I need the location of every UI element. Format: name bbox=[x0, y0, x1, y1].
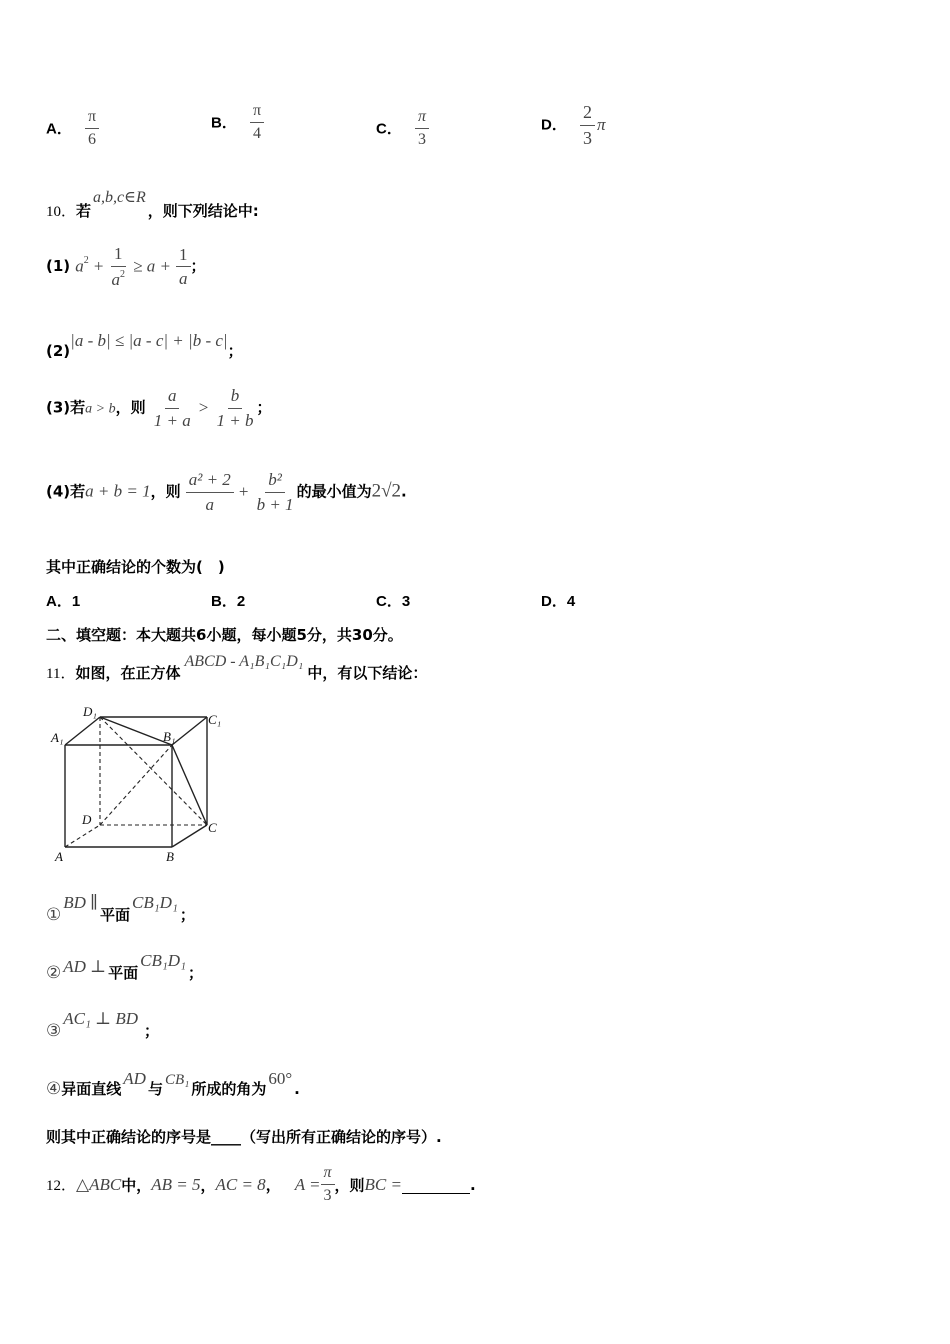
option-label: C． bbox=[376, 593, 402, 610]
q10-option-c bbox=[376, 590, 410, 611]
question-number: 11． bbox=[46, 666, 76, 682]
line-name: AD bbox=[123, 1069, 146, 1088]
math-var: a bbox=[75, 256, 84, 276]
stem-text: ，则 bbox=[334, 1176, 365, 1195]
statement-label: (1) bbox=[46, 257, 71, 276]
label-a: A bbox=[55, 849, 63, 864]
item-mark: ③ bbox=[46, 1021, 62, 1040]
punctuation: ； bbox=[188, 964, 204, 982]
punctuation: ； bbox=[256, 398, 272, 417]
q9-option-d bbox=[541, 102, 605, 148]
edge-a-d bbox=[65, 825, 100, 847]
fraction-denominator: 1 + b bbox=[216, 410, 254, 430]
q10-option-a bbox=[46, 590, 80, 611]
math-op: > bbox=[198, 398, 209, 418]
q10-statement-4 bbox=[46, 470, 407, 514]
fraction-numerator: 2 bbox=[580, 102, 595, 126]
q9-option-a bbox=[46, 108, 99, 150]
q10-stem bbox=[46, 186, 259, 220]
triangle-name: △ABC bbox=[76, 1174, 122, 1194]
fraction-numerator: b bbox=[228, 386, 243, 409]
punctuation: ； bbox=[190, 257, 206, 276]
fraction-numerator: a² + 2 bbox=[186, 470, 234, 493]
stem-text: 平面 bbox=[100, 906, 131, 924]
option-label: D． bbox=[541, 116, 567, 134]
fraction-denominator: b + 1 bbox=[256, 494, 294, 514]
condition-expr: a,b,c∈R bbox=[93, 189, 146, 206]
q11-stem bbox=[46, 650, 428, 682]
fraction-denominator: 6 bbox=[87, 131, 96, 149]
math-expr: AC = 8 bbox=[215, 1174, 266, 1194]
label-b1: B₁ bbox=[163, 729, 176, 744]
pi-symbol: π bbox=[596, 114, 606, 134]
math-op: ≥ a + bbox=[133, 256, 171, 276]
fraction-numerator: π bbox=[250, 102, 264, 123]
q10-statement-2 bbox=[46, 330, 243, 360]
math-expr: AD ⊥ bbox=[63, 957, 107, 976]
math-expr: |a - b| ≤ |a - c| + |b - c| bbox=[70, 331, 228, 350]
condition-expr: a + b = 1 bbox=[85, 481, 151, 501]
label-c1: C₁ bbox=[208, 712, 222, 727]
angle-value: 60° bbox=[268, 1069, 293, 1088]
line-name: CB₁ bbox=[164, 1072, 190, 1088]
question-number: 10． bbox=[46, 204, 77, 220]
option-label: C． bbox=[376, 120, 402, 138]
fraction-denominator: a bbox=[205, 494, 214, 514]
stem-text: 若 bbox=[76, 202, 92, 220]
q9-option-b bbox=[211, 102, 264, 144]
q10-statement-3 bbox=[46, 386, 271, 430]
punctuation: . bbox=[294, 1080, 300, 1098]
q11-item-4 bbox=[46, 1068, 300, 1098]
punctuation: . bbox=[470, 1175, 476, 1194]
stem-text: ，则 bbox=[150, 482, 181, 501]
option-label: B． bbox=[211, 593, 237, 610]
statement-label: (2) bbox=[46, 342, 71, 360]
label-b: B bbox=[166, 849, 174, 864]
stem-text: 平面 bbox=[108, 964, 139, 982]
fraction-denominator: 4 bbox=[252, 125, 261, 143]
math-expr: BC = bbox=[364, 1174, 402, 1194]
q12-stem bbox=[46, 1164, 476, 1206]
stem-text: ，则 bbox=[115, 398, 146, 417]
math-expr: AB = 5 bbox=[151, 1174, 201, 1194]
math-op: + bbox=[238, 482, 249, 502]
stem-text: ，则下列结论中: bbox=[147, 202, 259, 220]
label-d1: D₁ bbox=[83, 704, 97, 719]
q10-option-b bbox=[211, 590, 245, 611]
label-c: C bbox=[208, 820, 217, 835]
math-expr: A = bbox=[294, 1174, 321, 1194]
q10-question: 其中正确结论的个数为( ) bbox=[46, 558, 225, 576]
math-expr: BD ∥ bbox=[63, 893, 99, 912]
math-exponent: 2 bbox=[120, 268, 126, 280]
option-label: D． bbox=[541, 593, 567, 610]
option-value: 3 bbox=[401, 593, 411, 610]
math-op: + bbox=[93, 256, 104, 276]
stem-text: 中， bbox=[121, 1176, 152, 1195]
edge-a1-d1 bbox=[65, 717, 100, 745]
item-mark: ① bbox=[46, 905, 62, 924]
stem-text: 所成的角为 bbox=[191, 1080, 267, 1098]
punctuation: ， bbox=[265, 1176, 281, 1195]
punctuation: ， bbox=[200, 1176, 216, 1195]
statement-label: (4)若 bbox=[46, 482, 86, 501]
item-mark: ④ bbox=[46, 1079, 62, 1098]
fraction-denominator: a bbox=[179, 269, 188, 289]
cube-name: ABCD - A₁B₁C₁D₁ bbox=[184, 653, 304, 670]
fraction-denominator: 3 bbox=[417, 131, 426, 149]
q11-item-2 bbox=[46, 950, 204, 982]
fraction-numerator: π bbox=[321, 1164, 335, 1185]
fraction-denominator: 1 + a bbox=[153, 410, 191, 430]
label-a1: A₁ bbox=[51, 730, 64, 745]
math-expr: AC₁ ⊥ BD bbox=[63, 1009, 139, 1028]
plane-name: CB₁D₁ bbox=[132, 893, 178, 912]
punctuation: ； bbox=[227, 342, 243, 360]
fraction-denominator: a bbox=[111, 269, 121, 289]
option-label: A． bbox=[46, 593, 72, 610]
option-value: 4 bbox=[566, 593, 576, 610]
fraction-numerator: π bbox=[85, 108, 99, 129]
punctuation: ； bbox=[144, 1022, 160, 1040]
fraction-numerator: b² bbox=[265, 470, 285, 493]
option-label: B． bbox=[211, 114, 237, 132]
q11-item-3 bbox=[46, 1008, 160, 1040]
diag-d1-c bbox=[100, 717, 207, 825]
q10-option-d bbox=[541, 590, 575, 611]
stem-text: 异面直线 bbox=[61, 1080, 122, 1098]
stem-text: 如图，在正方体 bbox=[75, 664, 181, 682]
stem-text: 的最小值为 bbox=[296, 482, 372, 501]
q10-statement-1 bbox=[46, 244, 206, 289]
fraction-numerator: 1 bbox=[111, 244, 126, 267]
q9-option-c bbox=[376, 108, 429, 150]
punctuation: . bbox=[401, 482, 407, 501]
item-mark: ② bbox=[46, 963, 62, 982]
option-label: A． bbox=[46, 120, 72, 138]
fraction-denominator: 3 bbox=[323, 1187, 332, 1205]
answer-blank[interactable] bbox=[402, 1175, 470, 1194]
stem-text: 与 bbox=[147, 1080, 163, 1098]
min-value: 2√2 bbox=[371, 480, 402, 502]
section-heading: 二、填空题：本大题共6小题，每小题5分，共30分。 bbox=[46, 626, 403, 644]
punctuation: ； bbox=[179, 906, 195, 924]
fraction-numerator: 1 bbox=[176, 245, 191, 268]
edge-c1-b1 bbox=[172, 717, 207, 745]
question-number: 12． bbox=[46, 1178, 77, 1195]
math-exponent: 2 bbox=[83, 255, 89, 267]
option-value: 2 bbox=[236, 593, 246, 610]
fraction-numerator: π bbox=[415, 108, 429, 129]
q11-answer-prompt: 则其中正确结论的序号是____（写出所有正确结论的序号）. bbox=[46, 1128, 442, 1146]
stem-text: 中，有以下结论： bbox=[307, 664, 428, 682]
option-value: 1 bbox=[71, 593, 81, 610]
plane-name: CB₁D₁ bbox=[140, 951, 186, 970]
statement-label: (3)若 bbox=[46, 398, 86, 417]
edge-d1-b1 bbox=[100, 717, 172, 745]
q11-item-1 bbox=[46, 892, 195, 924]
label-d: D bbox=[82, 812, 92, 827]
edge-b-c bbox=[172, 825, 207, 847]
diag-d-b1 bbox=[100, 745, 172, 825]
condition-expr: a > b bbox=[85, 401, 116, 417]
edge-b1-c bbox=[172, 745, 207, 825]
fraction-numerator: a bbox=[165, 386, 180, 409]
cube-figure bbox=[50, 700, 230, 870]
fraction-denominator: 3 bbox=[582, 127, 592, 148]
